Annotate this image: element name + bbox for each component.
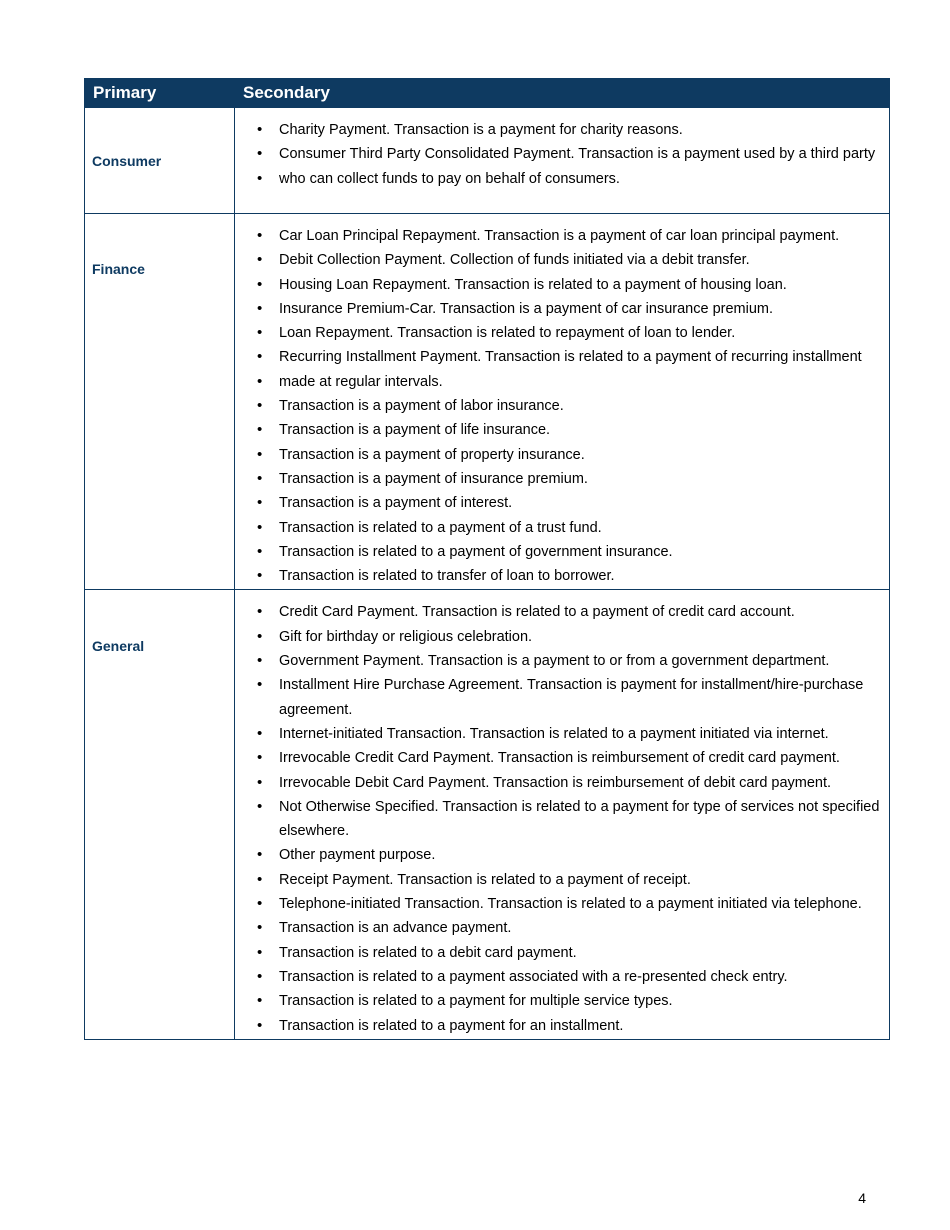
secondary-cell — [235, 214, 890, 590]
list-item: • Other payment purpose. — [279, 843, 881, 867]
secondary-list — [235, 600, 881, 1037]
primary-cell — [85, 214, 235, 590]
primary-label: Finance — [92, 261, 145, 277]
list-item: • Transaction is related to a payment associated with a re-presented check entry. — [279, 965, 881, 989]
list-item: • made at regular intervals. — [279, 370, 881, 394]
primary-label: Consumer — [92, 152, 162, 169]
header-secondary: Secondary — [235, 79, 890, 108]
list-item: • Transaction is related to a payment of a trust fund. — [279, 516, 881, 540]
primary-cell — [85, 108, 235, 214]
list-item: • Transaction is related to a payment for multiple service types. — [279, 989, 881, 1013]
table-row-finance — [85, 214, 890, 590]
payment-purpose-table — [84, 78, 890, 1040]
list-item: • Transaction is a payment of interest. — [279, 491, 881, 515]
list-item: • Transaction is a payment of life insurance. — [279, 418, 881, 442]
list-item: • Charity Payment. Transaction is a payment for charity reasons. — [279, 118, 881, 142]
list-item: • Installment Hire Purchase Agreement. Transaction is payment for installment/hire-purchase agreement. — [279, 673, 881, 722]
list-item: • Transaction is related to transfer of loan to borrower. — [279, 564, 881, 588]
secondary-list — [235, 118, 881, 191]
list-item: • Debit Collection Payment. Collection of funds initiated via a debit transfer. — [279, 248, 881, 272]
list-item: • Not Otherwise Specified. Transaction is related to a payment for type of services not specified elsewhere. — [279, 795, 881, 844]
list-item: • Gift for birthday or religious celebration. — [279, 625, 881, 649]
header-primary: Primary — [85, 79, 235, 108]
primary-label: General — [92, 638, 145, 655]
list-item: • Telephone-initiated Transaction. Transaction is related to a payment initiated via telephone. — [279, 892, 881, 916]
list-item: • Irrevocable Debit Card Payment. Transaction is reimbursement of debit card payment. — [279, 771, 881, 795]
list-item: • Transaction is an advance payment. — [279, 916, 881, 940]
page-number: 4 — [858, 1190, 866, 1206]
list-item: • Recurring Installment Payment. Transaction is related to a payment of recurring installment — [279, 345, 881, 369]
list-item: • Transaction is related to a payment for an installment. — [279, 1014, 881, 1038]
list-item: • Housing Loan Repayment. Transaction is related to a payment of housing loan. — [279, 273, 881, 297]
list-item: • Transaction is related to a debit card payment. — [279, 941, 881, 965]
table-row-general — [85, 590, 890, 1039]
list-item: • Consumer Third Party Consolidated Payment. Transaction is a payment used by a third party — [279, 142, 881, 166]
table-header — [85, 79, 890, 108]
secondary-cell — [235, 590, 890, 1039]
secondary-cell — [235, 108, 890, 214]
list-item: • Credit Card Payment. Transaction is related to a payment of credit card account. — [279, 600, 881, 624]
table-row-consumer — [85, 108, 890, 214]
list-item: • Government Payment. Transaction is a payment to or from a government department. — [279, 649, 881, 673]
list-item: • Internet-initiated Transaction. Transaction is related to a payment initiated via internet. — [279, 722, 881, 746]
primary-cell — [85, 590, 235, 1039]
list-item: • Irrevocable Credit Card Payment. Transaction is reimbursement of credit card payment. — [279, 746, 881, 770]
table-body — [85, 108, 890, 1040]
header-row — [85, 79, 890, 108]
list-item: • Car Loan Principal Repayment. Transaction is a payment of car loan principal payment. — [279, 224, 881, 248]
list-item: • Transaction is a payment of property insurance. — [279, 443, 881, 467]
list-item: • Transaction is a payment of labor insurance. — [279, 394, 881, 418]
list-item: • Insurance Premium-Car. Transaction is a payment of car insurance premium. — [279, 297, 881, 321]
list-item: • Transaction is related to a payment of government insurance. — [279, 540, 881, 564]
list-item: • Receipt Payment. Transaction is related to a payment of receipt. — [279, 868, 881, 892]
secondary-list — [235, 224, 881, 588]
list-item: • who can collect funds to pay on behalf of consumers. — [279, 167, 881, 191]
list-item: • Transaction is a payment of insurance premium. — [279, 467, 881, 491]
list-item: • Loan Repayment. Transaction is related to repayment of loan to lender. — [279, 321, 881, 345]
